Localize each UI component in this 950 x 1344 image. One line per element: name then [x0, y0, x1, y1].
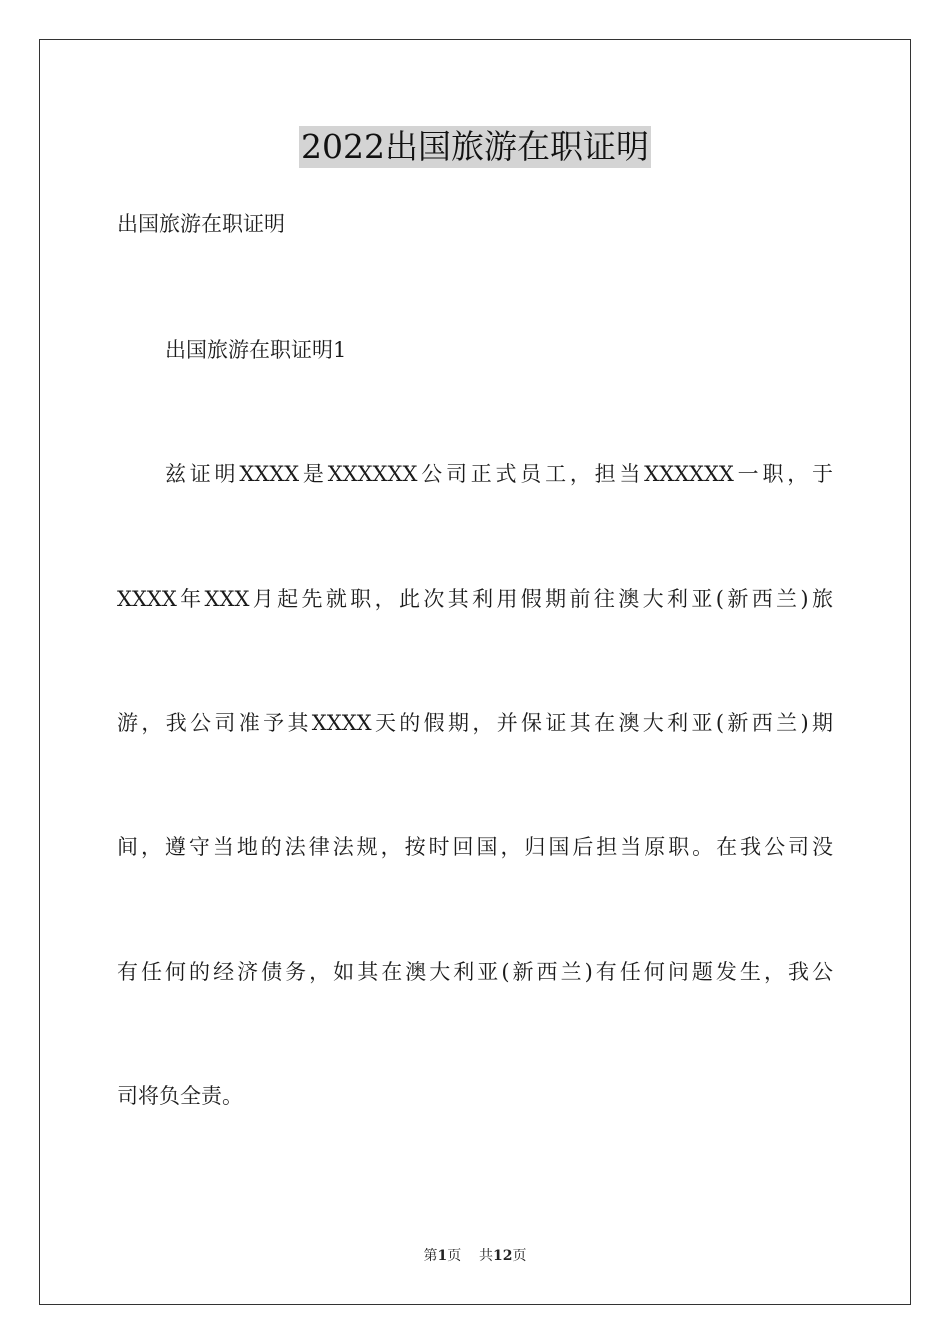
footer-total-suffix: 页 [512, 1248, 527, 1264]
footer-total-pages: 12 [493, 1248, 513, 1264]
footer-page-suffix: 页 [447, 1248, 462, 1264]
body-line-1: 兹证明XXXX是XXXXXX公司正式员工，担当XXXXXX一职，于 [165, 462, 833, 486]
footer-page-prefix: 第 [423, 1248, 438, 1264]
section-heading: 出国旅游在职证明1 [165, 338, 347, 362]
footer-page-number: 1 [437, 1248, 448, 1264]
title-container [0, 126, 950, 168]
page-footer [0, 1246, 950, 1266]
document-subtitle: 出国旅游在职证明 [117, 212, 285, 236]
body-line-5: 有任何的经济债务，如其在澳大利亚(新西兰)有任何问题发生，我公 [117, 960, 833, 984]
footer-total-prefix: 共 [479, 1248, 494, 1264]
body-line-2: XXXX年XXX月起先就职，此次其利用假期前往澳大利亚(新西兰)旅 [117, 587, 833, 611]
body-line-3: 游，我公司准予其XXXX天的假期，并保证其在澳大利亚(新西兰)期 [117, 711, 833, 735]
document-title: 2022出国旅游在职证明 [301, 127, 649, 166]
body-line-4: 间，遵守当地的法律法规，按时回国，归国后担当原职。在我公司没 [117, 835, 833, 859]
body-line-6: 司将负全责。 [117, 1084, 243, 1108]
